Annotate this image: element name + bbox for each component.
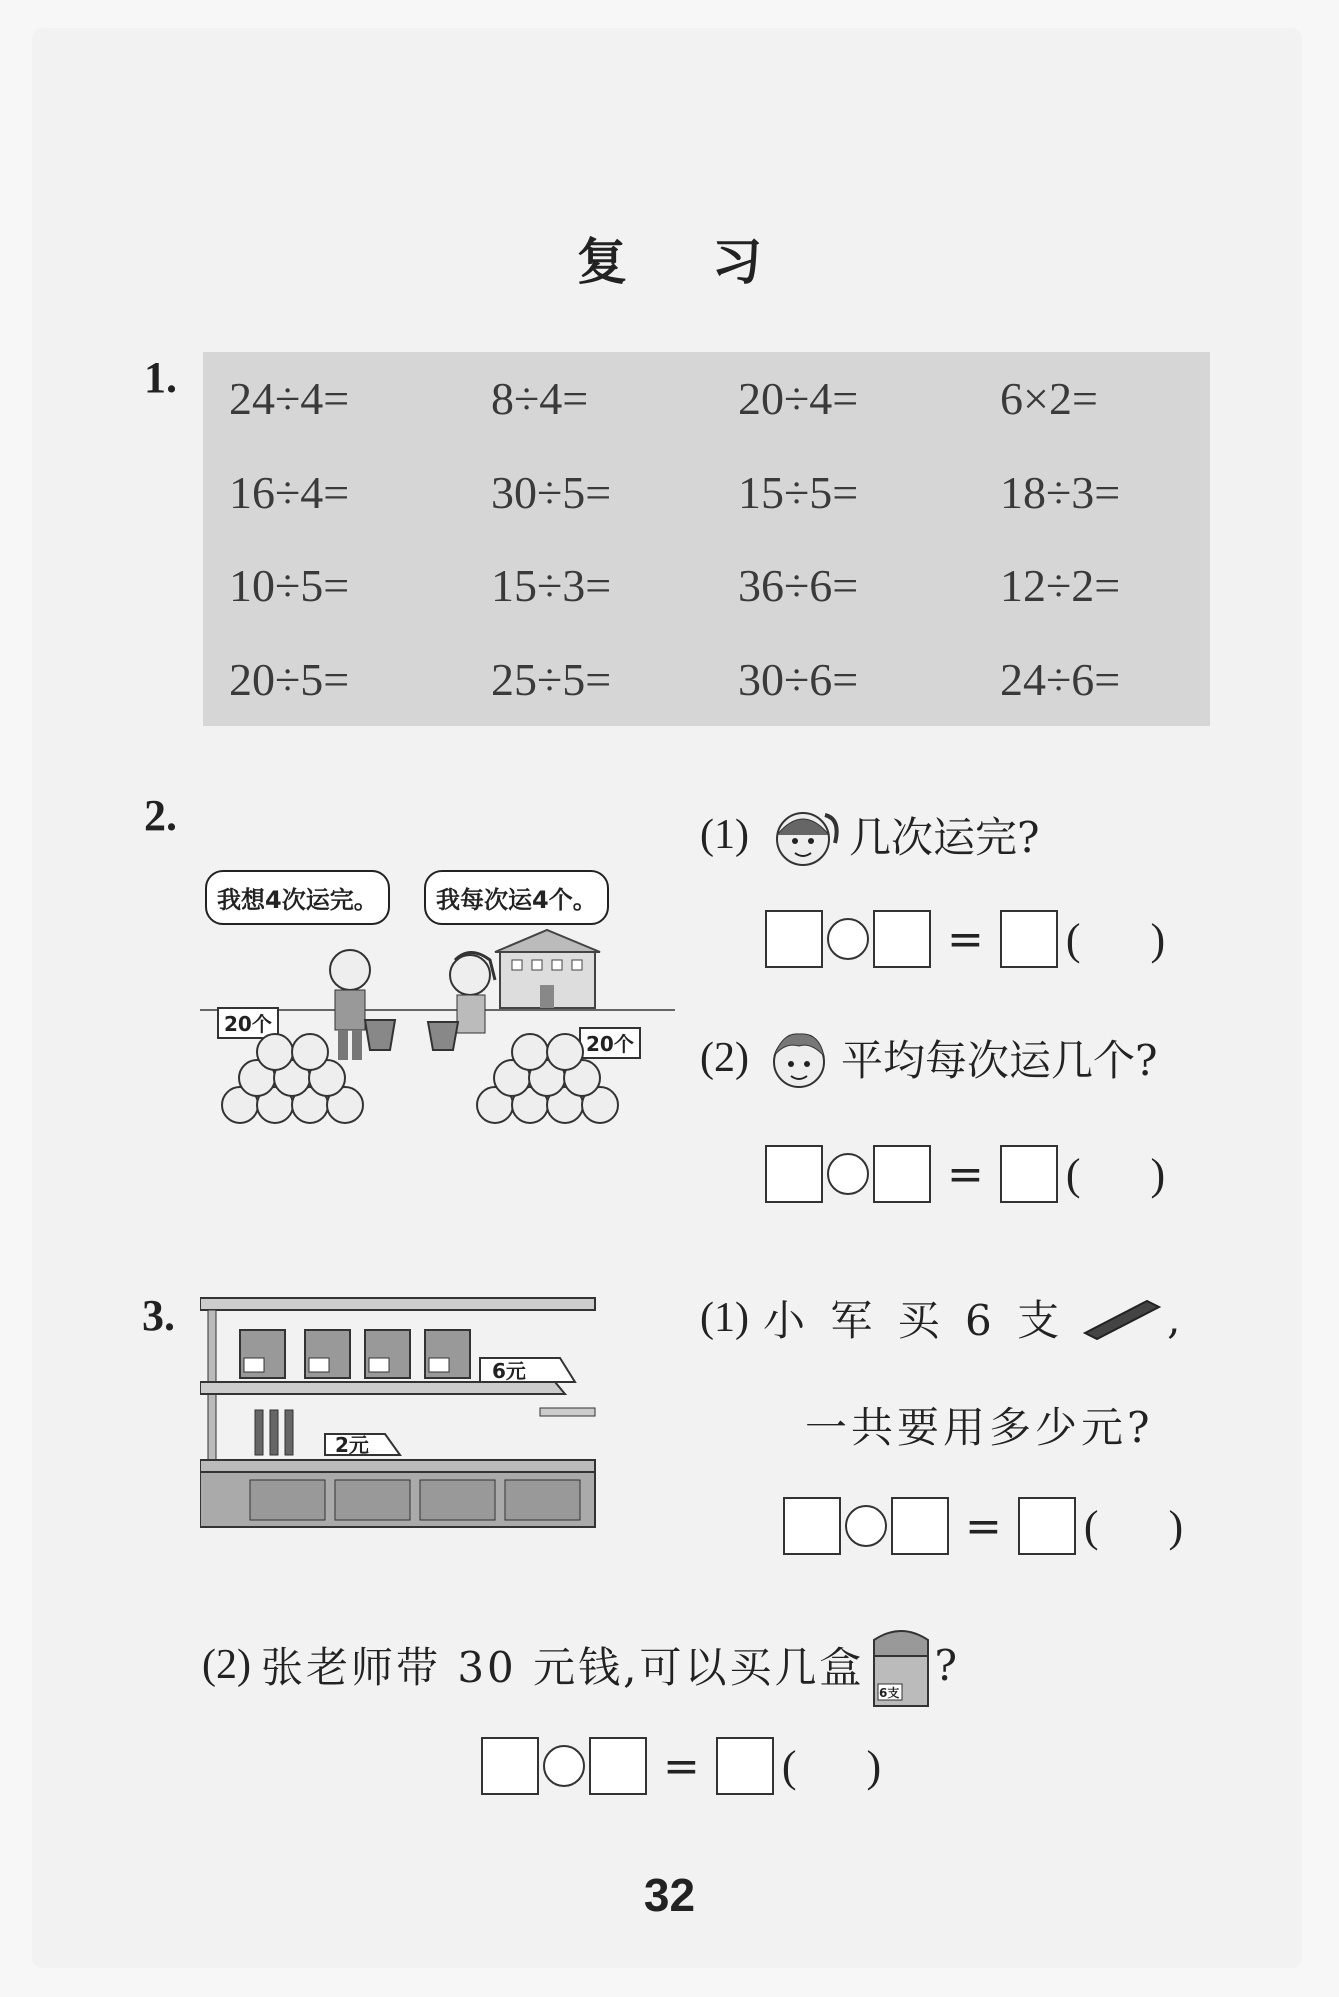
answer-box[interactable]	[481, 1737, 539, 1795]
boy-face-icon	[763, 1020, 835, 1096]
q1-problem: 25÷5=	[491, 653, 612, 705]
pencil-price-tag: 2元	[335, 1433, 369, 1457]
q1-problem: 24÷6=	[1000, 653, 1121, 705]
q1-problem: 10÷5=	[229, 560, 350, 612]
q1-problem: 15÷3=	[491, 560, 612, 612]
speech-bubble-girl: 我每次运4个。	[424, 870, 609, 925]
operator-circle[interactable]	[845, 1505, 887, 1547]
answer-box[interactable]	[1000, 1145, 1058, 1203]
sign-right-text: 20个	[586, 1032, 634, 1056]
unit-parenthesis[interactable]: ( )	[1083, 1501, 1184, 1551]
unit-parenthesis[interactable]: ( )	[1065, 914, 1166, 964]
answer-box[interactable]	[1018, 1497, 1076, 1555]
girl-face-icon	[763, 795, 843, 875]
answer-box[interactable]	[589, 1737, 647, 1795]
q2-sub2-text: 平均每次运几个?	[840, 1036, 1158, 1085]
speech-bubble-boy: 我想4次运完。	[205, 870, 390, 925]
operator-circle[interactable]	[827, 918, 869, 960]
q3-sub2-question-mark: ?	[934, 1640, 958, 1690]
q3-sub2-label: (2)	[202, 1642, 251, 1688]
q3-sub1-line2: 一共要用多少元?	[805, 1403, 1154, 1452]
box-price-tag: 6元	[492, 1359, 526, 1383]
q1-problem: 24÷4=	[229, 373, 350, 425]
pencil-box-label: 6支	[879, 1686, 900, 1700]
question-1-number: 1.	[144, 353, 177, 402]
q3-shelf-illustration	[200, 1290, 605, 1540]
pencil-box-icon	[868, 1620, 934, 1710]
q1-problem: 20÷4=	[738, 373, 859, 425]
q1-problem: 6×2=	[1000, 373, 1098, 425]
unit-parenthesis[interactable]: ( )	[781, 1741, 882, 1791]
operator-circle[interactable]	[827, 1153, 869, 1195]
q3-sub2-equation	[481, 1735, 881, 1797]
question-2-number: 2.	[144, 791, 177, 840]
answer-box[interactable]	[891, 1497, 949, 1555]
q2-sub2	[700, 1020, 1158, 1096]
answer-box[interactable]	[765, 910, 823, 968]
q2-sub2-label: (2)	[700, 1035, 749, 1081]
equals-sign: =	[947, 913, 984, 965]
q3-sub1-text: 小 军 买 6 支	[762, 1296, 1066, 1345]
q3-sub1-comma: ,	[1167, 1293, 1181, 1343]
q1-problem: 12÷2=	[1000, 560, 1121, 612]
answer-box[interactable]	[873, 910, 931, 968]
q1-problem-grid	[203, 352, 1210, 726]
q1-problem: 15÷5=	[738, 466, 859, 518]
answer-box[interactable]	[873, 1145, 931, 1203]
q3-sub2-text: 张老师带 30 元钱,可以买几盒	[260, 1643, 865, 1692]
q3-sub2	[202, 1620, 957, 1710]
q1-problem: 8÷4=	[491, 373, 589, 425]
q3-sub1-label: (1)	[700, 1295, 749, 1341]
answer-box[interactable]	[1000, 910, 1058, 968]
equals-sign: =	[965, 1500, 1002, 1552]
q2-sub1-text: 几次运完?	[848, 813, 1040, 862]
page-number: 32	[643, 1869, 696, 1921]
sign-left-text: 20个	[224, 1012, 272, 1036]
equals-sign: =	[663, 1740, 700, 1792]
page-title: 复习	[577, 233, 847, 291]
answer-box[interactable]	[765, 1145, 823, 1203]
q1-problem: 20÷5=	[229, 653, 350, 705]
q2-sub1-label: (1)	[700, 812, 749, 858]
question-3-number: 3.	[142, 1291, 175, 1340]
q1-problem: 30÷5=	[491, 466, 612, 518]
unit-parenthesis[interactable]: ( )	[1065, 1149, 1166, 1199]
pencil-icon	[1077, 1293, 1167, 1343]
q1-problem: 18÷3=	[1000, 466, 1121, 518]
answer-box[interactable]	[716, 1737, 774, 1795]
q1-problem: 16÷4=	[229, 466, 350, 518]
equals-sign: =	[947, 1148, 984, 1200]
q1-problem: 36÷6=	[738, 560, 859, 612]
operator-circle[interactable]	[543, 1745, 585, 1787]
q2-sub1	[700, 795, 1040, 875]
answer-box[interactable]	[783, 1497, 841, 1555]
q2-sub2-equation	[765, 1143, 1165, 1205]
q2-sub1-equation	[765, 908, 1165, 970]
q1-problem: 30÷6=	[738, 653, 859, 705]
q3-sub1-equation	[783, 1495, 1183, 1557]
q3-sub1	[700, 1288, 1180, 1348]
